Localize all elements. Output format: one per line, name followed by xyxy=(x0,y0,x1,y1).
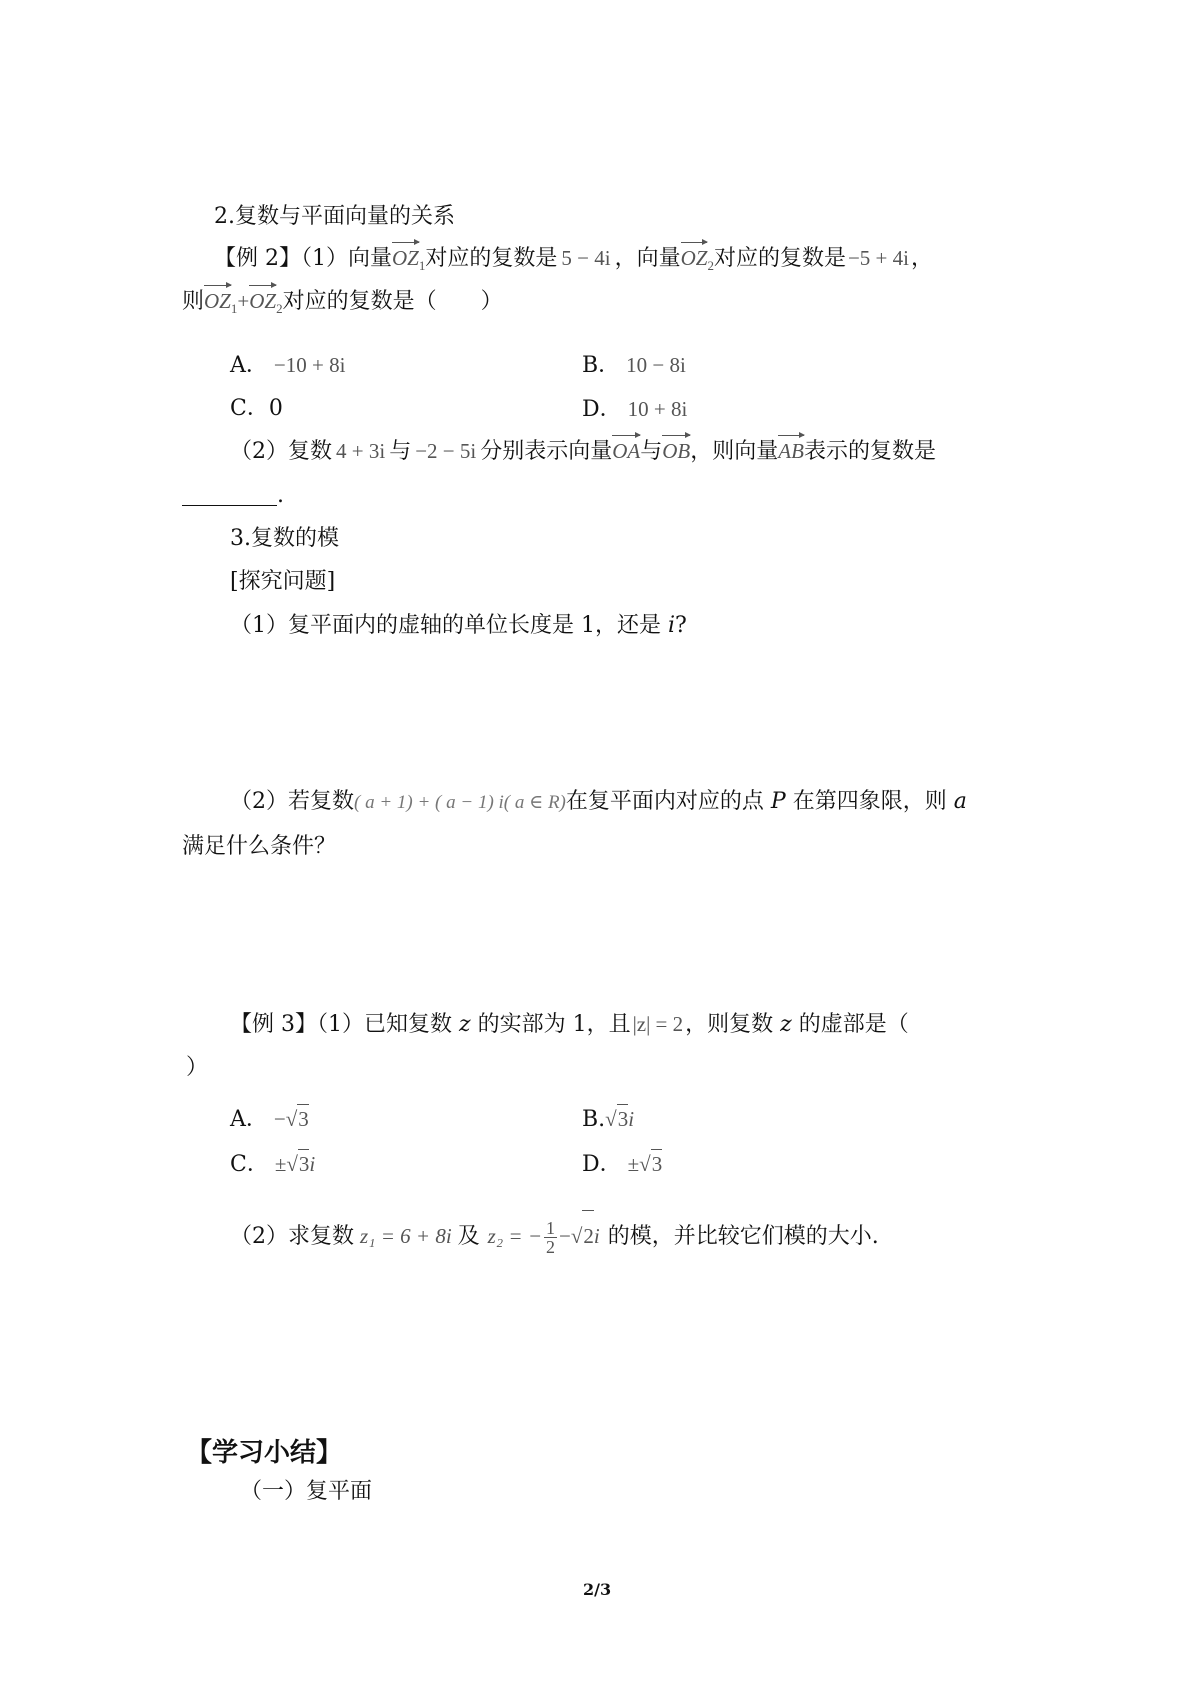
complex-z1-value: 5 − 4i xyxy=(561,246,611,270)
complex-expression: ( a + 1) + ( a − 1) i( a ∈ R) xyxy=(354,792,566,813)
vector-oz1-sum: OZ xyxy=(204,287,231,315)
example-3-tag: 【例 3】 xyxy=(230,1012,317,1037)
example-2-option-c: C．0 xyxy=(230,396,283,421)
example-2-option-d: D． 10 + 8i xyxy=(582,397,688,422)
vector-ob: OB xyxy=(662,437,690,465)
vector-oz2: OZ xyxy=(681,244,708,272)
example-3-option-a: A． −√3 xyxy=(230,1104,309,1134)
fraction-one-half: $\frac{1}{2}$ xyxy=(546,1217,555,1257)
explore-question-2-line-2: 满足什么条件？ xyxy=(182,834,337,859)
answer-blank xyxy=(182,483,277,506)
modulus-condition: |z| = 2 xyxy=(632,1012,684,1036)
answer-blank-line: . xyxy=(182,482,284,510)
example-3-question-1-line-2: ） xyxy=(186,1055,209,1080)
example-3-option-c: C． ±√3i xyxy=(230,1149,315,1179)
explore-question-2-line-1: （2）若复数( a + 1) + ( a − 1) i( a ∈ R)在复平面内对应的点 P 在第四象限，则 a xyxy=(230,789,967,814)
vector-ab: AB xyxy=(778,437,804,465)
summary-heading: 【学习小结】 xyxy=(186,1438,343,1468)
section-2-heading: 2.复数与平面向量的关系 xyxy=(214,204,455,229)
example-2-option-b: B． 10 − 8i xyxy=(582,353,686,378)
example-2-question-2: （2）复数 4 + 3i 与 −2 − 5i 分别表示向量 OA与 OB，则向量 AB表示的复数是 xyxy=(230,437,936,466)
complex-z2-value: −5 + 4i xyxy=(847,246,909,270)
example-2-question-1-line-1: 【例 2】（1）向量 $OZ_1$对应的复数是 5 − 4i ，向量 $OZ_2$对应的复数是−5 + 4i， xyxy=(214,244,933,280)
section-3-heading: 3.复数的模 xyxy=(230,526,339,551)
vector-oz2-sum: OZ xyxy=(249,287,276,315)
explore-questions-label: [探究问题] xyxy=(230,569,336,594)
explore-question-1: （1）复平面内的虚轴的单位长度是 1，还是 i? xyxy=(230,613,687,638)
vector-oa: OA xyxy=(612,437,640,465)
example-2-question-1-line-2: 则 $OZ_1+$ $OZ_2$对应的复数是（ ） xyxy=(182,287,503,323)
page-number: 2/3 xyxy=(583,1580,612,1599)
example-3-option-b: B.√3i xyxy=(582,1104,634,1134)
example-2-option-a: A． −10 + 8i xyxy=(230,353,346,378)
example-3-question-1-line-1: 【例 3】（1）已知复数 z 的实部为 1，且|z| = 2，则复数 z 的虚部是（ xyxy=(230,1012,909,1037)
example-3-question-2: （2）求复数 z₁ = 6 + 8i 及 z₂ = − $\frac{1}{2}$ −√2i 的模，并比较它们模的大小. xyxy=(230,1210,879,1260)
summary-item-complex-plane: （一）复平面 xyxy=(240,1479,373,1504)
example-2-tag: 【例 2】 xyxy=(214,246,301,271)
example-3-option-d: D． ±√3 xyxy=(582,1149,662,1179)
vector-oz1: OZ xyxy=(392,244,419,272)
